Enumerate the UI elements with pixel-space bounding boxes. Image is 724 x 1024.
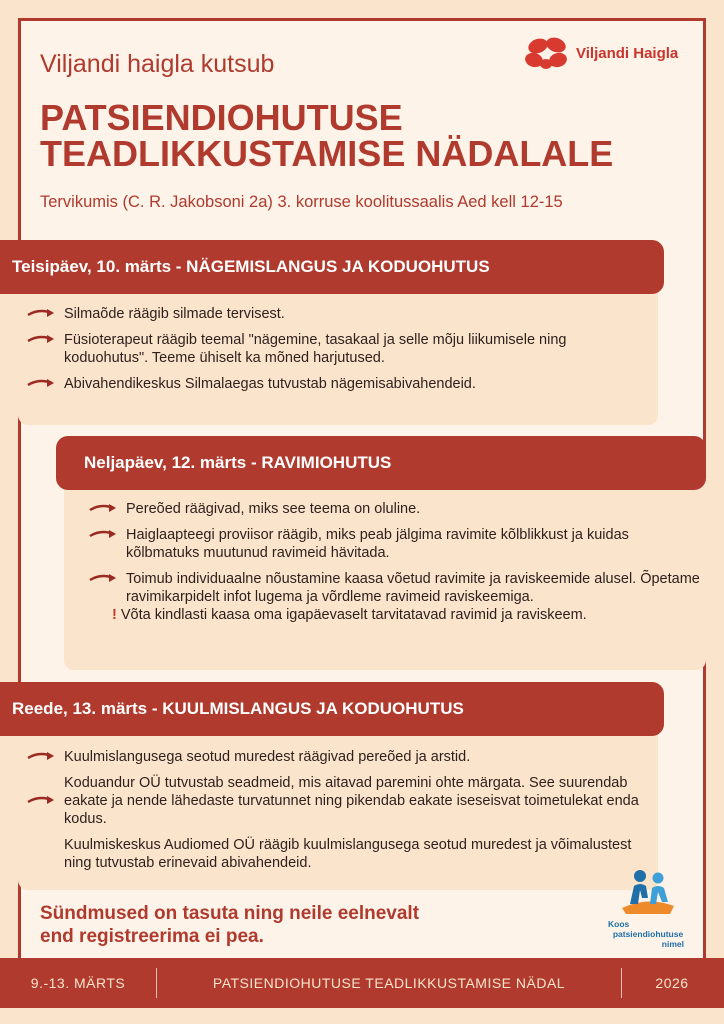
list-item: Toimub individuaalne nõustamine kaasa võetud ravimite ja raviskeemide alusel. Õpetame ravimikarpidelt infot lugema ja võrdleme ravimeid raviskeemiga. [88, 570, 700, 606]
venue-info: Tervikumis (C. R. Jakobsoni 2a) 3. korruse koolitussaalis Aed kell 12-15 [40, 193, 563, 211]
flower-logo-icon [524, 36, 570, 70]
invitation-line: Viljandi haigla kutsub [40, 50, 275, 78]
section-thursday-list [88, 500, 700, 632]
arrow-icon [88, 527, 118, 541]
footer-divider [156, 968, 157, 998]
title-line-1: PATSIENDIOHUTUSE [40, 97, 403, 138]
list-item: Füsioterapeut räägib teemal "nägemine, tasakaal ja selle mõju liikumisele ning koduohutus". Teeme ühiselt ka mõned harjutused. [26, 331, 646, 367]
arrow-icon [88, 501, 118, 515]
logo-text: Viljandi Haigla [576, 44, 679, 62]
section-friday-heading: Reede, 13. märts - KUULMISLANGUS JA KODUOHUTUS [0, 682, 664, 736]
section-tuesday-list [26, 305, 646, 401]
list-item: Abivahendikeskus Silmalaegas tutvustab nägemisabivahendeid. [26, 375, 646, 393]
page-title [40, 97, 700, 174]
list-item-note: ! Võta kindlasti kaasa oma igapäevaselt tarvitatavad ravimid ja raviskeem. [112, 607, 587, 623]
title-line-2: TEADLIKKUSTAMISE NÄDALALE [40, 133, 614, 174]
arrow-icon [88, 571, 118, 585]
arrow-icon [26, 749, 56, 763]
exclamation-icon: ! [112, 607, 117, 623]
arrow-icon [26, 793, 56, 807]
hospital-logo [524, 36, 678, 70]
list-item: Kuulmislangusega seotud muredest räägivad pereõed ja arstid. [26, 748, 656, 766]
list-item: Kuulmiskeskus Audiomed OÜ räägib kuulmislangusega seotud muredest ja võimalustest ning tutvustab erinevaid abivahendeid. [64, 837, 632, 871]
footer-dates: 9.-13. MÄRTS [30, 975, 126, 991]
people-logo-icon [618, 868, 678, 914]
campaign-logo-text: Koos patsiendiohutuse nimel [608, 919, 684, 949]
section-tuesday-heading: Teisipäev, 10. märts - NÄGEMISLANGUS JA KODUOHUTUS [0, 240, 664, 294]
footer-divider [621, 968, 622, 998]
section-thursday-heading: Neljapäev, 12. märts - RAVIMIOHUTUS [56, 436, 706, 490]
section-friday-list [26, 748, 656, 880]
footer-event: PATSIENDIOHUTUSE TEADLIKKUSTAMISE NÄDAL [212, 975, 566, 991]
footer-year: 2026 [655, 975, 689, 991]
footer-bar [0, 958, 724, 1008]
campaign-logo [598, 868, 698, 949]
free-events-note: Sündmused on tasuta ning neile eelnevalt end registreerima ei pea. [40, 903, 420, 947]
list-item: Silmaõde räägib silmade tervisest. [26, 305, 646, 323]
list-item: Pereõed räägivad, miks see teema on oluline. [88, 500, 700, 518]
list-item: Haiglaapteegi proviisor räägib, miks peab jälgima ravimite kõlblikkust ja kuidas kõlbmatuks muutunud ravimeid hävitada. [88, 526, 700, 562]
arrow-icon [26, 332, 56, 346]
list-item: Koduandur OÜ tutvustab seadmeid, mis aitavad paremini ohte märgata. See suurendab eakate ja nende lähedaste turvatunnet ning pikendab eakate iseseisvat toimetulekat enda kodus. [26, 774, 656, 828]
arrow-icon [26, 376, 56, 390]
arrow-icon [26, 306, 56, 320]
